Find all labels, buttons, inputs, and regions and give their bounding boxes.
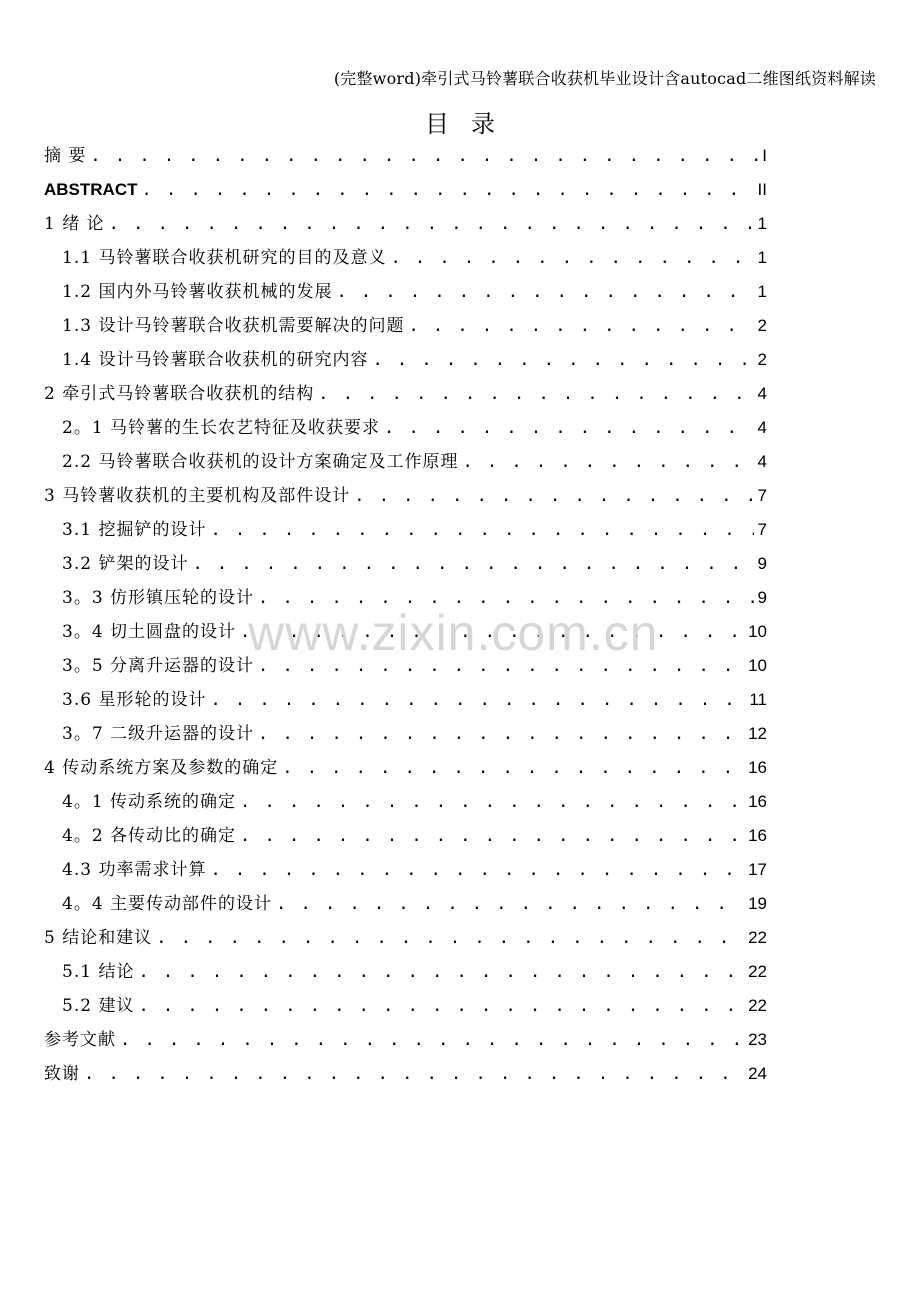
toc-entry[interactable] <box>44 275 767 309</box>
toc-entry-label: 3。3 仿形镇压轮的设计 <box>62 588 255 608</box>
toc-entry-page-number: 1 <box>757 282 767 301</box>
dot-leader <box>336 275 753 309</box>
watermark: www.zixin.com.cn <box>248 605 659 661</box>
toc-entry-label: 1 绪 论 <box>44 214 105 234</box>
dot-leader <box>408 309 753 343</box>
toc-entry[interactable] <box>44 649 767 683</box>
toc-entry-page-number: 22 <box>748 962 767 981</box>
dot-leader <box>240 819 744 853</box>
toc-entry-page-number: 12 <box>748 724 767 743</box>
toc-entry-label: 4。2 各传动比的确定 <box>62 826 237 846</box>
dot-leader <box>384 411 753 445</box>
toc-entry-label: 3.1 挖掘铲的设计 <box>62 520 207 540</box>
toc-entry-label: 1.3 设计马铃薯联合收获机需要解决的问题 <box>62 316 405 336</box>
toc-entry[interactable] <box>44 581 767 615</box>
toc-entry[interactable] <box>44 241 767 275</box>
toc-entry-label: 3。7 二级升运器的设计 <box>62 724 255 744</box>
dot-leader <box>90 139 758 173</box>
table-of-contents <box>44 139 767 1091</box>
toc-entry-page-number: 4 <box>757 418 767 437</box>
toc-title: 目录 <box>425 110 517 138</box>
toc-entry-page-number: 16 <box>748 826 767 845</box>
toc-entry[interactable] <box>44 479 767 513</box>
toc-entry-label: 1.2 国内外马铃薯收获机械的发展 <box>62 282 333 302</box>
toc-entry[interactable] <box>44 853 767 887</box>
toc-entry[interactable] <box>44 207 767 241</box>
toc-entry[interactable] <box>44 955 767 989</box>
toc-entry[interactable] <box>44 717 767 751</box>
toc-entry-page-number: 1 <box>757 248 767 267</box>
toc-entry-page-number: 4 <box>757 384 767 403</box>
dot-leader <box>210 853 744 887</box>
toc-entry[interactable] <box>44 683 767 717</box>
dot-leader <box>138 989 744 1023</box>
toc-entry-label: 致谢 <box>44 1064 80 1084</box>
toc-entry-label: 2 牵引式马铃薯联合收获机的结构 <box>44 384 315 404</box>
toc-entry-page-number: 10 <box>748 656 767 675</box>
dot-leader <box>240 615 744 649</box>
toc-entry[interactable] <box>44 309 767 343</box>
dot-leader <box>372 343 753 377</box>
toc-entry-page-number: 4 <box>757 452 767 471</box>
toc-entry-label: 4 传动系统方案及参数的确定 <box>44 758 279 778</box>
toc-entry[interactable] <box>44 513 767 547</box>
dot-leader <box>276 887 744 921</box>
toc-entry-page-number: 24 <box>748 1064 767 1083</box>
toc-entry-page-number: II <box>757 180 767 199</box>
toc-entry[interactable] <box>44 887 767 921</box>
toc-entry[interactable] <box>44 377 767 411</box>
dot-leader <box>318 377 753 411</box>
toc-entry-label: 1.4 设计马铃薯联合收获机的研究内容 <box>62 350 369 370</box>
dot-leader <box>258 717 744 751</box>
toc-entry[interactable] <box>44 785 767 819</box>
document-header: (完整word)牵引式马铃薯联合收获机毕业设计含autocad二维图纸资料解读 <box>333 69 876 88</box>
toc-entry[interactable] <box>44 173 767 207</box>
toc-entry-label: 3.2 铲架的设计 <box>62 554 189 574</box>
toc-entry-page-number: 1 <box>757 214 767 233</box>
toc-entry[interactable] <box>44 411 767 445</box>
toc-entry-label: 3。5 分离升运器的设计 <box>62 656 255 676</box>
toc-entry-label: 摘 要 <box>44 146 87 166</box>
toc-entry[interactable] <box>44 751 767 785</box>
toc-entry-page-number: 19 <box>748 894 767 913</box>
toc-entry[interactable] <box>44 547 767 581</box>
toc-entry[interactable] <box>44 445 767 479</box>
toc-entry-label: 4。1 传动系统的确定 <box>62 792 237 812</box>
dot-leader <box>282 751 744 785</box>
dot-leader <box>120 1023 744 1057</box>
toc-entry[interactable] <box>44 139 767 173</box>
toc-entry-label: 3.6 星形轮的设计 <box>62 690 207 710</box>
toc-entry-label: ABSTRACT <box>44 180 138 199</box>
toc-entry-label: 3 马铃薯收获机的主要机构及部件设计 <box>44 486 351 506</box>
toc-entry-label: 参考文献 <box>44 1030 116 1050</box>
dot-leader <box>390 241 753 275</box>
toc-entry-page-number: 2 <box>757 316 767 335</box>
toc-entry[interactable] <box>44 989 767 1023</box>
dot-leader <box>84 1057 744 1091</box>
dot-leader <box>109 207 754 241</box>
toc-entry-label: 1.1 马铃薯联合收获机研究的目的及意义 <box>62 248 387 268</box>
toc-entry-page-number: 2 <box>757 350 767 369</box>
toc-entry-label: 5 结论和建议 <box>44 928 153 948</box>
toc-entry-page-number: 23 <box>748 1030 767 1049</box>
dot-leader <box>210 513 753 547</box>
dot-leader <box>258 581 753 615</box>
toc-entry-label: 4.3 功率需求计算 <box>62 860 207 880</box>
toc-entry[interactable] <box>44 1057 767 1091</box>
toc-entry-label: 2。1 马铃薯的生长农艺特征及收获要求 <box>62 418 381 438</box>
toc-entry-page-number: 7 <box>757 486 767 505</box>
toc-entry[interactable] <box>44 819 767 853</box>
toc-entry-page-number: 9 <box>757 588 767 607</box>
toc-entry-label: 4。4 主要传动部件的设计 <box>62 894 273 914</box>
toc-entry-page-number: 10 <box>748 622 767 641</box>
toc-entry-page-number: I <box>762 146 767 165</box>
dot-leader <box>142 173 754 207</box>
toc-entry-label: 5.2 建议 <box>62 996 135 1016</box>
toc-entry-label: 2.2 马铃薯联合收获机的设计方案确定及工作原理 <box>62 452 459 472</box>
toc-entry-page-number: 17 <box>748 860 767 879</box>
dot-leader <box>192 547 753 581</box>
toc-entry[interactable] <box>44 615 767 649</box>
toc-entry-label: 3。4 切土圆盘的设计 <box>62 622 237 642</box>
dot-leader <box>240 785 744 819</box>
toc-entry-label: 5.1 结论 <box>62 962 135 982</box>
toc-entry-page-number: 22 <box>748 996 767 1015</box>
toc-entry-page-number: 9 <box>757 554 767 573</box>
dot-leader <box>354 479 753 513</box>
dot-leader <box>210 683 745 717</box>
toc-entry-page-number: 16 <box>748 792 767 811</box>
toc-entry-page-number: 22 <box>748 928 767 947</box>
dot-leader <box>156 921 744 955</box>
toc-entry-page-number: 16 <box>748 758 767 777</box>
dot-leader <box>138 955 744 989</box>
toc-entry-page-number: 11 <box>749 690 767 709</box>
toc-entry[interactable] <box>44 343 767 377</box>
dot-leader <box>258 649 744 683</box>
toc-entry[interactable] <box>44 1023 767 1057</box>
toc-entry[interactable] <box>44 921 767 955</box>
dot-leader <box>462 445 753 479</box>
toc-entry-page-number: 7 <box>757 520 767 539</box>
